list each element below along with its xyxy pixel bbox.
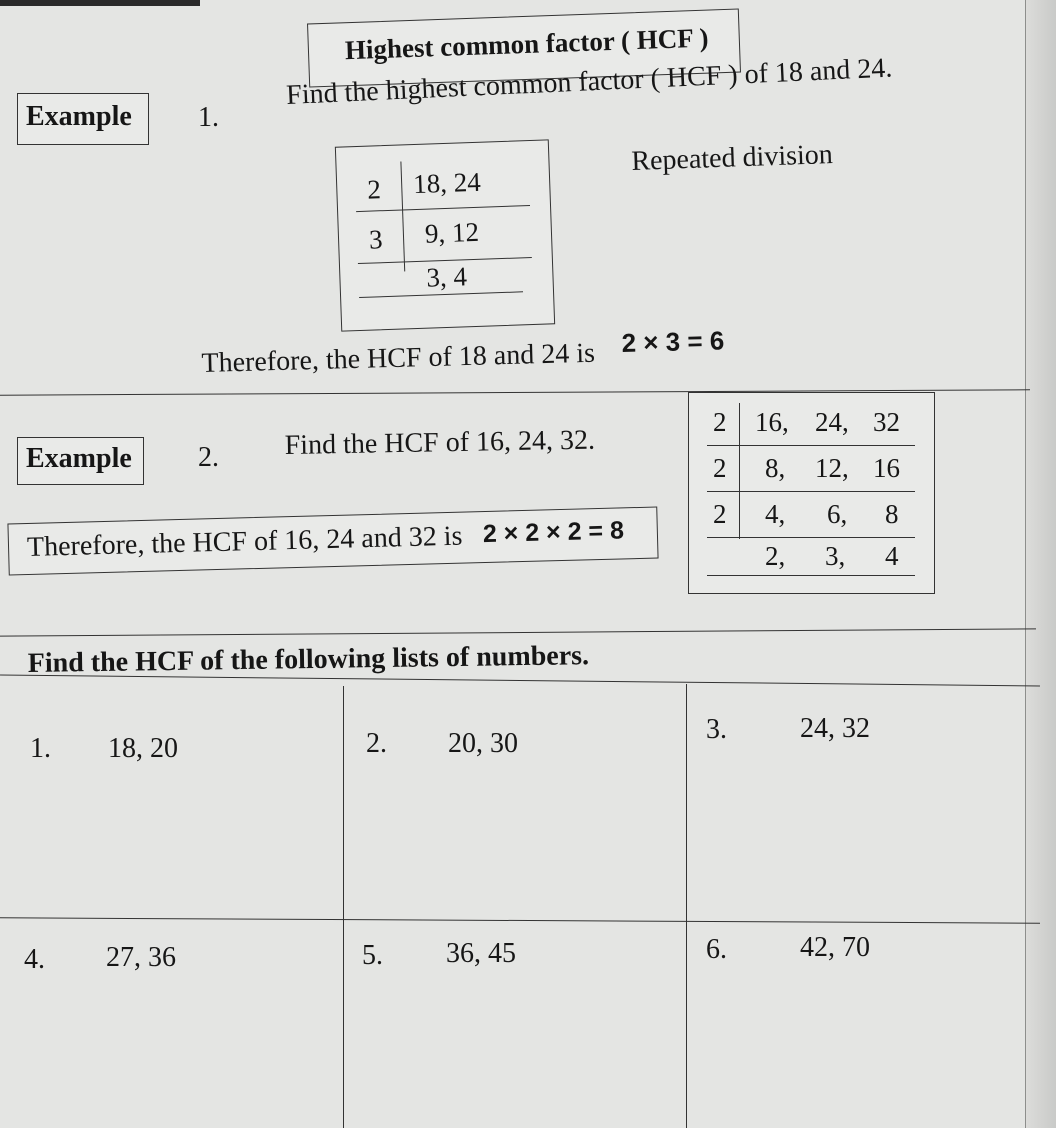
quotient-c: 4	[885, 541, 899, 571]
example1-label-box	[17, 93, 149, 145]
divisor: 3	[368, 224, 384, 255]
dividend-a: 4,	[765, 499, 786, 529]
divisor: 2	[713, 499, 727, 529]
exercise-instruction: Find the HCF of the following lists of numbers.	[27, 640, 590, 680]
example2-conclusion: Therefore, the HCF of 16, 24 and 32 is	[26, 520, 463, 564]
division-line	[707, 537, 915, 538]
example2-label-box	[17, 437, 144, 485]
division-bar	[400, 161, 405, 271]
exercise-column-divider	[686, 684, 687, 1128]
exercise-item-number: 3.	[706, 714, 727, 745]
example2-division-box	[688, 392, 935, 594]
division-line	[707, 575, 915, 576]
exercise-item-number: 4.	[24, 944, 45, 975]
exercise-item-number: 6.	[706, 934, 727, 965]
example1-method: Repeated division	[630, 138, 834, 178]
dividend: 18, 24	[412, 166, 482, 200]
example1-question: Find the highest common factor ( HCF ) of 18 and 24.	[285, 52, 893, 112]
example2-conclusion-box	[7, 507, 658, 576]
divisor: 2	[713, 407, 727, 437]
example2-label: Example	[26, 443, 132, 474]
top-band	[0, 0, 200, 6]
exercise-item-number: 5.	[362, 940, 383, 971]
example1-number: 1.	[198, 102, 219, 133]
exercise-table-top	[0, 675, 1040, 687]
exercise-item-values: 24, 32	[800, 713, 870, 744]
division-bar	[739, 403, 740, 539]
division-line	[356, 205, 530, 212]
dividend-b: 24,	[815, 407, 849, 437]
example1-division-box	[335, 139, 555, 331]
page-title: Highest common factor ( HCF )	[344, 22, 709, 66]
dividend-c: 32	[873, 407, 900, 437]
divisor: 2	[713, 453, 727, 483]
exercise-row-divider	[0, 917, 1040, 923]
quotient-a: 2,	[765, 541, 786, 571]
dividend-b: 12,	[815, 453, 849, 483]
exercise-item-number: 2.	[366, 728, 387, 759]
dividend-b: 6,	[827, 499, 848, 529]
dividend-c: 8	[885, 499, 899, 529]
division-line	[707, 491, 915, 492]
page-edge	[1025, 0, 1056, 1128]
exercise-item-number: 1.	[30, 733, 51, 764]
division-line	[707, 445, 915, 446]
exercise-item-values: 42, 70	[800, 932, 870, 963]
example1-answer: 2 × 3 = 6	[621, 325, 725, 359]
section-divider	[0, 628, 1036, 636]
example1-label: Example	[26, 101, 132, 132]
dividend-c: 16	[873, 453, 900, 483]
example1-conclusion: Therefore, the HCF of 18 and 24 is	[201, 337, 596, 380]
dividend-a: 16,	[755, 407, 789, 437]
divisor: 2	[366, 174, 382, 205]
example2-question: Find the HCF of 16, 24, 32.	[284, 424, 596, 462]
exercise-item-values: 36, 45	[446, 938, 516, 969]
exercise-item-values: 18, 20	[108, 733, 178, 764]
quotient-b: 3,	[825, 541, 846, 571]
exercise-item-values: 27, 36	[106, 942, 176, 973]
example2-answer: 2 × 2 × 2 = 8	[482, 516, 625, 549]
quotient: 3, 4	[425, 261, 468, 293]
example2-number: 2.	[198, 442, 219, 473]
dividend-a: 8,	[765, 453, 786, 483]
exercise-column-divider	[343, 686, 344, 1128]
dividend: 9, 12	[424, 216, 480, 249]
exercise-item-values: 20, 30	[448, 728, 518, 759]
